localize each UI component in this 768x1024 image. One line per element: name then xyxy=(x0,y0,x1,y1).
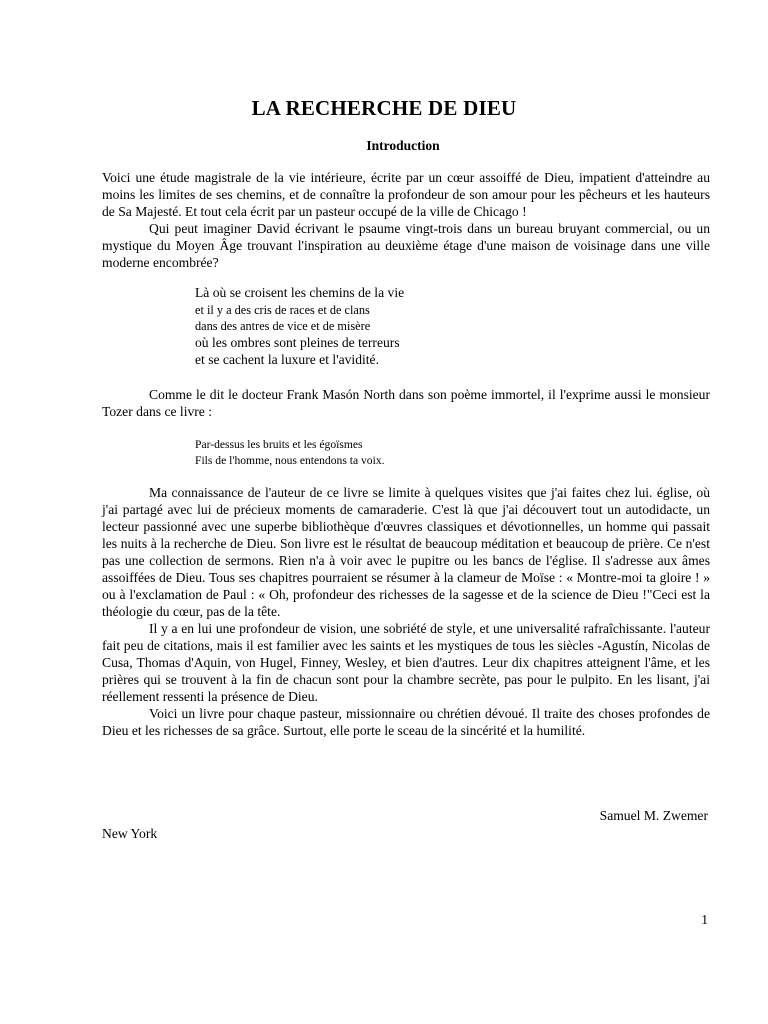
place-name: New York xyxy=(102,826,158,841)
author-signature: Samuel M. Zwemer xyxy=(599,808,708,823)
poem-line: Par-dessus les bruits et les égoïsmes xyxy=(195,437,363,451)
poem-line: dans des antres de vice et de misère xyxy=(195,318,371,333)
poem-line: et se cachent la luxure et l'avidité. xyxy=(195,352,379,367)
paragraph-4: Ma connaissance de l'auteur de ce livre se limite à quelques visites que j'ai faites chez lui. église, où j'ai partagé avec lui de précieux moments de camaraderie. C'est là que j'ai découvert tout un autodidacte, un lecteur passionné avec une superbe bibliothèque d'œuvres classiques et dévotionnelles, un homme qui passait les nuits à la recherche de Dieu. Son livre est le résultat de beaucoup méditation et beaucoup de prière. Ce n'est pas une collection de sermons. Rien n'a à voir avec le pupitre ou les bancs de l'église. Il s'adresse aux âmes assoiffées de Dieu. Tous ses chapitres pourraient se résumer à la clameur de Moïse : « Montre-moi ta gloire ! » ou à l'exclamation de Paul : « Oh, profondeur des richesses de la sagesse et de la science de Dieu !"Ceci est la théologie du cœur, pas de la tête. xyxy=(102,484,710,619)
poem-line: où les ombres sont pleines de terreurs xyxy=(195,334,400,350)
poem-line: Là où se croisent les chemins de la vie xyxy=(195,285,405,300)
paragraph-3: Comme le dit le docteur Frank Masón North dans son poème immortel, il l'exprime aussi le monsieur Tozer dans ce livre : xyxy=(102,386,710,419)
page-number: 1 xyxy=(701,912,708,927)
document-title: LA RECHERCHE DE DIEU xyxy=(251,96,517,120)
poem-quote-2 xyxy=(195,437,710,469)
section-heading: Introduction xyxy=(366,138,440,153)
paragraph-5: Il y a en lui une profondeur de vision, une sobriété de style, et une universalité rafraîchissante. l'auteur fait peu de citations, mais il est familier avec les saints et les mystiques de tous les siècles -Agustín, Nicolas de Cusa, Thomas d'Aquin, von Hugel, Finney, Wesley, et bien d'autres. Leur dix chapitres atteignent l'âme, et les prières qui se trouvent à la fin de chacun sont pour la chambre secrète, pas pour le pulpito. En les lisant, j'ai réellement ressenti la présence de Dieu. xyxy=(102,620,710,704)
document-body xyxy=(102,169,710,739)
paragraph-1: Voici une étude magistrale de la vie intérieure, écrite par un cœur assoiffé de Dieu, impatient d'atteindre au moins les limites de ses chemins, et de connaître la profondeur de son amour pour les pêcheurs et les hauteurs de Sa Majesté. Et tout cela écrit par un pasteur occupé de la ville de Chicago ! xyxy=(102,170,710,219)
paragraph-6: Voici un livre pour chaque pasteur, missionnaire ou chrétien dévoué. Il traite des choses profondes de Dieu et les richesses de sa grâce. Surtout, elle porte le sceau de la sincérité et la humilité. xyxy=(102,705,710,738)
poem-line: et il y a des cris de races et de clans xyxy=(195,302,370,317)
poem-quote-1 xyxy=(195,284,710,369)
poem-line: Fils de l'homme, nous entendons ta voix. xyxy=(195,453,385,467)
paragraph-2: Qui peut imaginer David écrivant le psaume vingt-trois dans un bureau bruyant commercial, ou un mystique du Moyen Âge trouvant l'inspiration au deuxième étage d'une maison de voisinage dans une ville moderne encombrée? xyxy=(102,221,710,270)
